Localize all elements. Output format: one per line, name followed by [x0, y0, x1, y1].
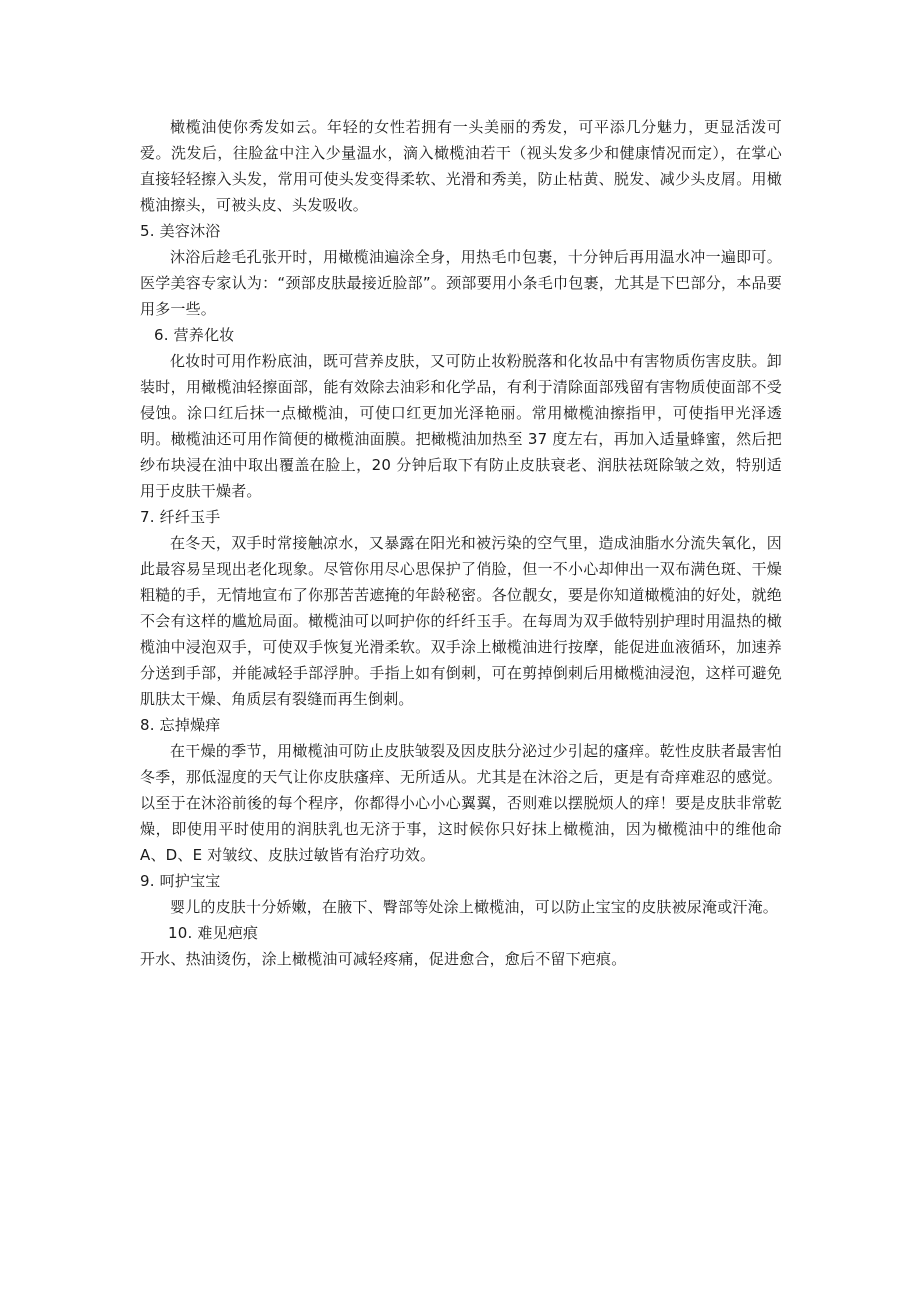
heading-baby: 9. 呵护宝宝 — [140, 872, 221, 890]
heading-bath: 5. 美容沐浴 — [140, 222, 221, 240]
paragraph-bath: 沐浴后趁毛孔张开时，用橄榄油遍涂全身，用热毛巾包裹，十分钟后再用温水冲一遍即可。医学美容专家认为：“颈部皮肤最接近脸部”。颈部要用小条毛巾包裹，尤其是下巴部分，本品要用多一些。 — [140, 248, 782, 318]
heading-scars: 10. 难见疤痕 — [168, 924, 259, 942]
paragraph-scars: 开水、热油烫伤，涂上橄榄油可减轻疼痛，促进愈合，愈后不留下疤痕。 — [140, 950, 627, 968]
paragraph-hands: 在冬天，双手时常接触凉水，又暴露在阳光和被污染的空气里，造成油脂水分流失氧化，因此最容易呈现出老化现象。尽管你用尽心思保护了俏脸，但一不小心却伸出一双布满色斑、干燥粗糙的手，无情地宣布了你那苦苦遮掩的年龄秘密。各位靓女，要是你知道橄榄油的好处，就绝不会有这样的尴尬局面。橄榄油可以呵护你的纤纤玉手。在每周为双手做特别护理时用温热的橄榄油中浸泡双手，可使双手恢复光滑柔软。双手涂上橄榄油进行按摩，能促进血液循环，加速养分送到手部，并能减轻手部浮肿。手指上如有倒刺，可在剪掉倒刺后用橄榄油浸泡，这样可避免肌肤太干燥、角质层有裂缝而再生倒刺。 — [140, 534, 782, 708]
heading-hands: 7. 纤纤玉手 — [140, 508, 221, 526]
article-body — [140, 114, 782, 972]
paragraph-hair: 橄榄油使你秀发如云。年轻的女性若拥有一头美丽的秀发，可平添几分魅力，更显活泼可爱。洗发后，往脸盆中注入少量温水，滴入橄榄油若干（视头发多少和健康情况而定），在掌心直接轻轻擦入头发，常用可使头发变得柔软、光滑和秀美，防止枯黄、脱发、减少头皮屑。用橄榄油擦头，可被头皮、头发吸收。 — [140, 118, 782, 214]
heading-itch: 8. 忘掉燥痒 — [140, 716, 221, 734]
paragraph-makeup: 化妆时可用作粉底油，既可营养皮肤，又可防止妆粉脱落和化妆品中有害物质伤害皮肤。卸装时，用橄榄油轻擦面部，能有效除去油彩和化学品，有利于清除面部残留有害物质使面部不受侵蚀。涂口红后抹一点橄榄油，可使口红更加光泽艳丽。常用橄榄油擦指甲，可使指甲光泽透明。橄榄油还可用作简便的橄榄油面膜。把橄榄油加热至 37 度左右，再加入适量蜂蜜，然后把纱布块浸在油中取出覆盖在脸上，20 分钟后取下有防止皮肤衰老、润肤祛斑除皱之效，特别适用于皮肤干燥者。 — [140, 352, 782, 500]
paragraph-baby: 婴儿的皮肤十分娇嫩，在腋下、臀部等处涂上橄榄油，可以防止宝宝的皮肤被尿淹或汗淹。 — [170, 898, 779, 916]
heading-makeup: 6. 营养化妆 — [154, 326, 235, 344]
paragraph-itch: 在干燥的季节，用橄榄油可防止皮肤皱裂及因皮肤分泌过少引起的瘙痒。乾性皮肤者最害怕冬季，那低湿度的天气让你皮肤瘙痒、无所适从。尤其是在沐浴之后，更是有奇痒难忍的感觉。以至于在沐浴前後的每个程序，你都得小心小心翼翼，否则难以摆脱烦人的痒！要是皮肤非常乾燥，即使用平时使用的润肤乳也无济于事，这时候你只好抹上橄榄油，因为橄榄油中的维他命 A、D、E 对皱纹、皮肤过敏皆有治疗功效。 — [140, 742, 782, 864]
